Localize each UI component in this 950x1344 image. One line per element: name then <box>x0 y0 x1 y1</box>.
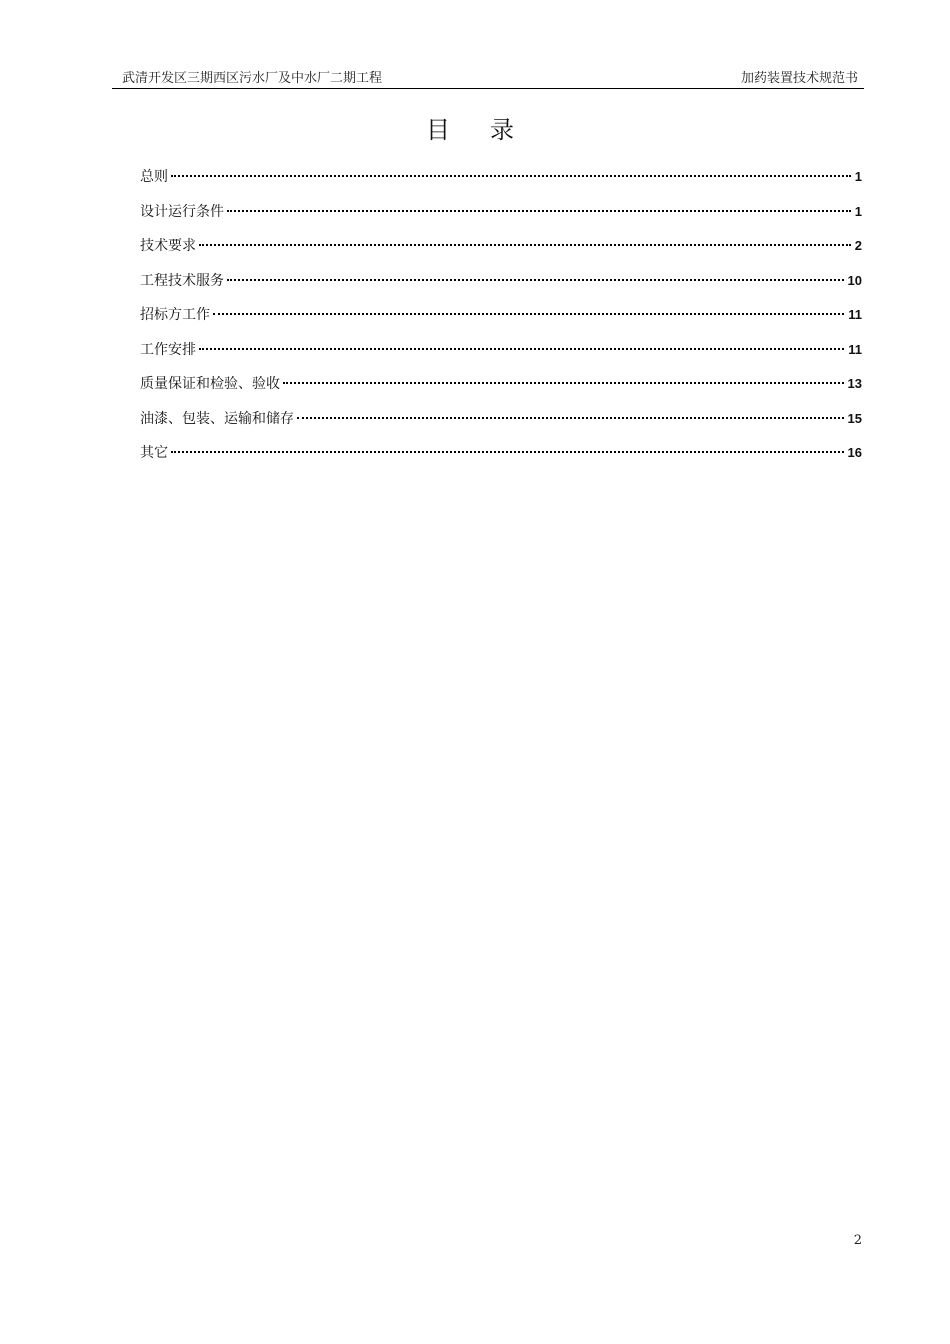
toc-dot-leader <box>227 279 844 281</box>
toc-entry-label: 设计运行条件 <box>140 203 224 220</box>
toc-entry-label: 招标方工作 <box>140 307 210 323</box>
toc-entry-label: 技术要求 <box>140 238 196 254</box>
toc-dot-leader <box>227 210 851 212</box>
toc-entry-label: 其它 <box>140 445 168 461</box>
toc-dot-leader <box>171 175 851 177</box>
toc-entry-page: 2 <box>854 238 862 253</box>
header-document-name: 加药装置技术规范书 <box>740 71 858 86</box>
toc-entry[interactable] <box>140 304 862 339</box>
toc-entry[interactable] <box>140 408 862 443</box>
toc-entry-label: 油漆、包装、运输和储存 <box>140 410 294 427</box>
toc-dot-leader <box>199 244 851 246</box>
toc-dot-leader <box>283 382 844 384</box>
toc-entry[interactable] <box>140 201 862 236</box>
toc-entry-page: 13 <box>847 376 862 391</box>
toc-entry-page: 15 <box>847 410 862 426</box>
toc-entry-page: 11 <box>848 307 862 322</box>
toc-entry-page: 16 <box>847 445 862 460</box>
toc-dot-leader <box>171 451 844 453</box>
toc-entry[interactable] <box>140 166 862 201</box>
toc-entry[interactable] <box>140 235 862 270</box>
toc-entry-label: 工作安排 <box>140 341 196 358</box>
toc-entry-page: 1 <box>854 169 862 184</box>
toc-entry[interactable] <box>140 373 862 408</box>
toc-dot-leader <box>297 417 844 419</box>
toc-entry-label: 总则 <box>140 169 168 185</box>
toc-entry[interactable] <box>140 339 862 374</box>
page-number: 2 <box>853 1233 862 1248</box>
toc-entry[interactable] <box>140 442 862 477</box>
page-header <box>112 70 864 89</box>
header-project-name: 武清开发区三期西区污水厂及中水厂二期工程 <box>122 71 383 86</box>
toc-entry-page: 1 <box>854 203 862 219</box>
toc-entry[interactable] <box>140 270 862 305</box>
toc-entry-page: 10 <box>847 272 862 288</box>
toc-entry-label: 工程技术服务 <box>140 272 224 289</box>
toc-entry-label: 质量保证和检验、验收 <box>140 376 280 392</box>
toc-entry-page: 11 <box>848 341 862 357</box>
toc-title: 目录 <box>426 116 554 144</box>
toc-dot-leader <box>213 313 844 315</box>
toc-dot-leader <box>199 348 844 350</box>
toc-list <box>140 166 862 477</box>
